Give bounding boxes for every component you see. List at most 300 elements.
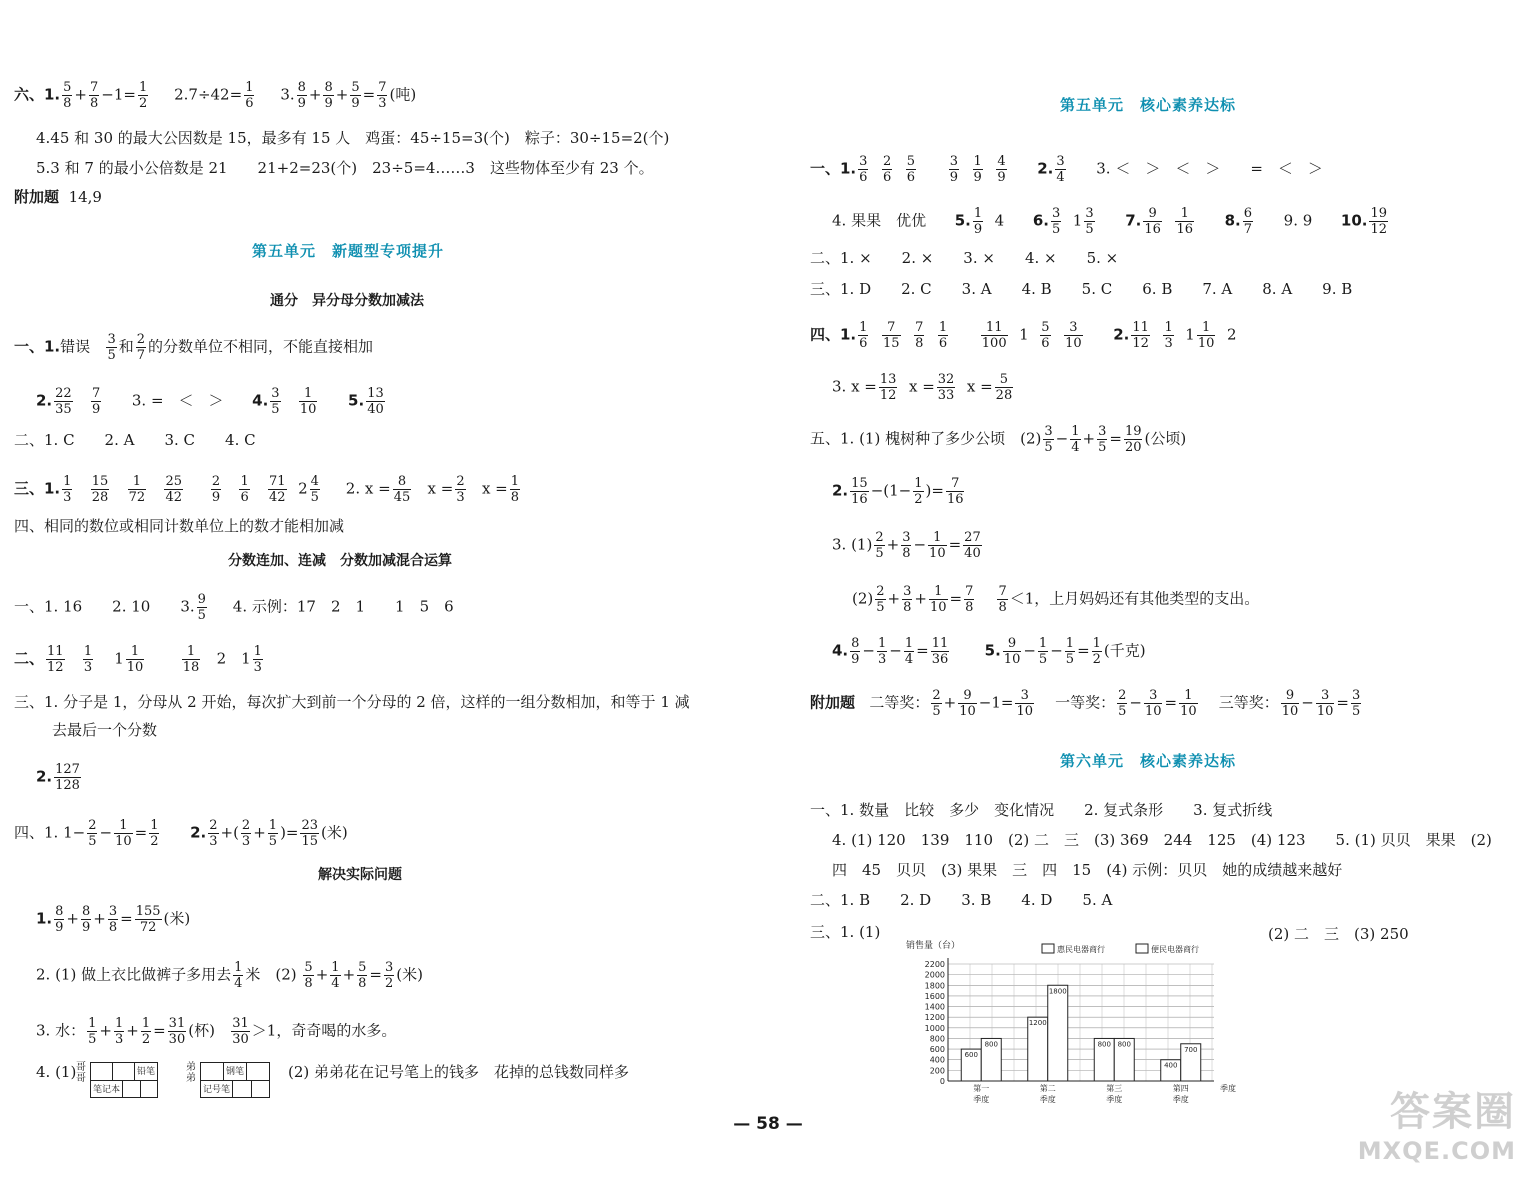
y-tick-label: 1800 bbox=[924, 981, 945, 991]
fraction bbox=[850, 476, 869, 507]
fraction bbox=[1015, 688, 1034, 719]
fraction-numerator: 1 bbox=[245, 80, 254, 95]
x-tick-label: 季度 bbox=[1106, 1095, 1123, 1104]
fraction bbox=[973, 206, 983, 237]
fraction-denominator: 10 bbox=[1281, 704, 1299, 719]
fraction-denominator: 45 bbox=[393, 490, 411, 505]
allocation-table-2: 钢笔 记号笔 bbox=[200, 1062, 270, 1098]
fraction-denominator: 40 bbox=[964, 546, 981, 561]
fraction-numerator: 1 bbox=[240, 474, 249, 489]
fraction-numerator: 1 bbox=[126, 644, 145, 660]
fraction-denominator: 10 bbox=[126, 660, 144, 675]
fraction-denominator: 15 bbox=[301, 834, 319, 849]
fraction-denominator: 16 bbox=[1176, 222, 1194, 237]
fraction-numerator: 1 bbox=[1175, 206, 1194, 222]
fraction-denominator: 12 bbox=[1370, 222, 1388, 237]
fraction bbox=[330, 960, 340, 991]
fraction-numerator: 155 bbox=[135, 904, 161, 919]
fraction bbox=[1084, 206, 1094, 237]
fraction bbox=[1179, 688, 1198, 719]
fraction-numerator: 3 bbox=[1056, 154, 1065, 169]
fraction bbox=[168, 1016, 187, 1047]
fraction bbox=[1124, 424, 1143, 455]
fraction-denominator: 3 bbox=[83, 660, 93, 675]
fraction-numerator: 2 bbox=[241, 818, 251, 833]
answer-6-5: 5.3 和 7 的最小公倍数是 21 21+2=23(个) 23÷5=4……3 这些物体至少有 23 个。 bbox=[36, 159, 654, 177]
page-number: — 58 — bbox=[733, 1114, 803, 1134]
fraction bbox=[1316, 688, 1335, 719]
fraction-denominator: 16 bbox=[946, 492, 964, 507]
fraction bbox=[1131, 320, 1150, 351]
fraction-numerator: 5 bbox=[351, 80, 360, 95]
y-tick-label: 400 bbox=[929, 1055, 945, 1065]
fraction-denominator: 3 bbox=[63, 490, 72, 505]
fraction bbox=[135, 904, 162, 935]
fraction bbox=[875, 584, 885, 615]
fraction-numerator: 31 bbox=[232, 1016, 249, 1031]
fraction-numerator: 4 bbox=[997, 154, 1006, 169]
fraction-numerator: 7 bbox=[378, 80, 387, 95]
fraction bbox=[1040, 320, 1050, 351]
fraction-denominator: 7 bbox=[136, 348, 146, 363]
fraction-denominator: 6 bbox=[1041, 336, 1050, 351]
fraction-numerator: 7 bbox=[882, 320, 901, 336]
fraction-numerator: 3 bbox=[1098, 424, 1107, 439]
x-tick-label: 季度 bbox=[973, 1095, 990, 1104]
fraction-numerator: 9 bbox=[1281, 688, 1300, 704]
fraction-numerator: 15 bbox=[91, 474, 109, 489]
fraction-numerator: 7 bbox=[998, 584, 1007, 599]
fraction-numerator: 2 bbox=[1118, 688, 1127, 703]
fraction-numerator: 9 bbox=[197, 592, 206, 607]
fraction-denominator: 16 bbox=[851, 492, 868, 507]
fraction bbox=[239, 474, 249, 505]
fraction bbox=[937, 372, 956, 403]
fraction-denominator: 5 bbox=[1065, 652, 1075, 667]
fraction-numerator: 3 bbox=[949, 154, 958, 169]
fraction-numerator: 8 bbox=[55, 904, 64, 919]
fraction bbox=[62, 474, 72, 505]
fraction-denominator: 9 bbox=[92, 402, 101, 417]
fraction-numerator: 1 bbox=[914, 476, 923, 491]
fraction-numerator: 3 bbox=[385, 960, 394, 975]
fraction bbox=[114, 1016, 124, 1047]
fraction-denominator: 4 bbox=[331, 976, 340, 991]
fraction-denominator: 8 bbox=[108, 920, 118, 935]
fraction-numerator: 11 bbox=[981, 320, 1008, 336]
fraction-denominator: 128 bbox=[55, 778, 80, 793]
y-tick-label: 0 bbox=[939, 1077, 945, 1086]
mixed-1-answers: 一、1. 16 2. 10 3. $\frac{9}{5}$ 4. 示例：17 2 1 1 5 6 bbox=[14, 592, 454, 623]
mixed-3-answer-a: 三、1. 分子是 1，分母从 2 开始，每次扩大到前一个分母的 2 倍，这样的一组分数相加，和等于 1 减 bbox=[14, 693, 690, 711]
fraction-numerator: 2 bbox=[875, 530, 884, 545]
bar-value-label: 800 bbox=[984, 1040, 998, 1049]
bar-value-label: 800 bbox=[1097, 1040, 1111, 1049]
fraction-denominator: 36 bbox=[931, 652, 949, 667]
fraction-denominator: 35 bbox=[55, 402, 72, 417]
fraction-numerator: 1 bbox=[128, 474, 147, 490]
mixed-2-answers: 二、 $\frac{11}{12}$ $\frac{1}{3}$ 1 $\frac{1}{10}$ $\frac{1}{18}$ 2 1 $\frac{1}{3}$ bbox=[14, 644, 262, 675]
fraction bbox=[233, 960, 243, 991]
fraction-denominator: 5 bbox=[107, 348, 116, 363]
fraction bbox=[1055, 154, 1065, 185]
fraction-denominator: 30 bbox=[168, 1032, 186, 1047]
fraction bbox=[297, 80, 307, 111]
fraction bbox=[902, 584, 912, 615]
fraction-numerator: 8 bbox=[851, 636, 860, 651]
sales-bar-chart bbox=[904, 936, 1264, 1106]
u6-1-5-cont: 四 45 贝贝 (3) 果果 三 四 15 (4) 示例：贝贝 她的成绩越来越好 bbox=[832, 861, 1343, 879]
fraction-denominator: 28 bbox=[91, 490, 109, 505]
fraction bbox=[879, 372, 898, 403]
fraction bbox=[299, 386, 318, 417]
s1-answer: 一、1.错误 $\frac{3}{5}$ 和 $\frac{2}{7}$ 的分数单位不相同，不能直接相加 bbox=[14, 332, 374, 363]
fraction-denominator: 3 bbox=[253, 660, 262, 675]
fraction-numerator: 31 bbox=[168, 1016, 186, 1031]
fraction-numerator: 22 bbox=[55, 386, 72, 401]
fraction bbox=[929, 584, 948, 615]
fraction-numerator: 1 bbox=[83, 644, 93, 659]
fraction bbox=[914, 320, 924, 351]
fraction-denominator: 5 bbox=[310, 490, 319, 505]
table1-side-label: 哥哥 bbox=[76, 1062, 86, 1084]
fraction bbox=[241, 818, 251, 849]
fraction bbox=[1070, 424, 1080, 455]
r-4-answers: 四、1. $\frac{1}{6}$ $\frac{7}{15}$ $\frac{7}{8}$ $\frac{1}{6}$ $\frac{11}{100}$ 1 $\frac{5}{6}$ $\frac{3}{10}$ 2. $\frac{11}{12}$ $\frac{1}{3}$ 1 $\frac{1}{10}$ 2 bbox=[810, 320, 1237, 351]
fraction-denominator: 9 bbox=[82, 920, 91, 935]
bonus-answer: 附加题 14,9 bbox=[14, 188, 102, 206]
fraction-denominator: 10 bbox=[959, 704, 976, 719]
fraction-denominator: 12 bbox=[47, 660, 64, 675]
fraction-denominator: 9 bbox=[973, 170, 982, 185]
fraction bbox=[931, 636, 950, 667]
fraction bbox=[1003, 636, 1022, 667]
fraction-numerator: 1 bbox=[1065, 636, 1075, 651]
fraction bbox=[1351, 688, 1361, 719]
fraction bbox=[958, 688, 977, 719]
bar-value-label: 1200 bbox=[1028, 1019, 1047, 1028]
fraction bbox=[1051, 206, 1061, 237]
fraction bbox=[1038, 636, 1048, 667]
fraction bbox=[1163, 320, 1173, 351]
fraction-numerator: 13 bbox=[367, 386, 384, 401]
fraction-denominator: 16 bbox=[1144, 222, 1161, 237]
fraction bbox=[973, 154, 983, 185]
fraction bbox=[182, 644, 201, 675]
fraction bbox=[208, 818, 218, 849]
fraction bbox=[906, 154, 916, 185]
fraction-denominator: 8 bbox=[63, 96, 72, 111]
fraction-numerator: 1 bbox=[88, 1016, 97, 1031]
fraction-numerator: 19 bbox=[1124, 424, 1142, 439]
fraction bbox=[268, 474, 287, 505]
fraction-denominator: 28 bbox=[995, 388, 1013, 403]
fraction-numerator: 1 bbox=[114, 818, 133, 834]
fraction bbox=[1369, 206, 1388, 237]
fraction-numerator: 1 bbox=[510, 474, 520, 489]
fraction-denominator: 2 bbox=[914, 492, 923, 507]
fraction-denominator: 5 bbox=[268, 834, 278, 849]
fraction bbox=[62, 80, 72, 111]
u6-1-4-5: 4. (1) 120 139 110 (2) 二 三 (3) 369 244 125 (4) 123 5. (1) 贝贝 果果 (2) bbox=[832, 831, 1492, 849]
s1-answer-2-5: 2. $\frac{22}{35}$ $\frac{7}{9}$ 3. = ＜ ＞ 4. $\frac{3}{5}$ $\frac{1}{10}$ 5. $\frac{13}{40}$ bbox=[36, 386, 384, 417]
fraction-denominator: 10 bbox=[929, 600, 947, 615]
x-tick-label: 第二 bbox=[1039, 1084, 1056, 1093]
fraction-numerator: 1 bbox=[150, 818, 159, 833]
mixed-3-answer-2: 2. $\frac{127}{128}$ bbox=[36, 762, 80, 793]
fraction bbox=[928, 530, 947, 561]
fraction-denominator: 6 bbox=[245, 96, 254, 111]
fraction bbox=[1097, 424, 1107, 455]
watermark-line1: 答案圈 bbox=[1390, 1089, 1516, 1135]
fraction-numerator: 5 bbox=[906, 154, 916, 169]
fraction-numerator: 3 bbox=[271, 386, 280, 401]
fraction-denominator: 30 bbox=[232, 1032, 249, 1047]
fraction-numerator: 1 bbox=[234, 960, 243, 975]
fraction-denominator: 20 bbox=[1124, 440, 1142, 455]
fraction-denominator: 5 bbox=[88, 1032, 97, 1047]
fraction-denominator: 5 bbox=[271, 402, 280, 417]
fraction-numerator: 7 bbox=[946, 476, 965, 492]
fraction bbox=[270, 386, 280, 417]
fraction bbox=[931, 688, 941, 719]
fraction-denominator: 5 bbox=[1038, 652, 1048, 667]
fraction-numerator: 2 bbox=[932, 688, 941, 703]
fraction-numerator: 1 bbox=[973, 206, 983, 221]
fraction-denominator: 3 bbox=[209, 834, 218, 849]
fraction-denominator: 10 bbox=[1180, 704, 1197, 719]
fraction bbox=[510, 474, 520, 505]
u6-3-2-3: (2) 二 三 (3) 250 bbox=[1268, 925, 1409, 943]
fraction-denominator: 10 bbox=[929, 546, 946, 561]
fraction bbox=[197, 592, 207, 623]
x-tick-label: 季度 bbox=[1039, 1095, 1056, 1104]
y-tick-label: 2200 bbox=[924, 960, 945, 969]
bar-value-label: 800 bbox=[1117, 1040, 1131, 1049]
fraction-denominator: 2 bbox=[150, 834, 159, 849]
fraction bbox=[128, 474, 147, 505]
fraction-denominator: 42 bbox=[269, 490, 286, 505]
fraction-numerator: 9 bbox=[1143, 206, 1162, 222]
practical-2: 2. (1) 做上衣比做裤子多用去 $\frac{1}{4}$ 米 (2) $\frac{5}{8}$ + $\frac{1}{4}$ + $\frac{5}{8}$ = $\frac{3}{2}$ (米) bbox=[36, 960, 423, 991]
fraction-numerator: 5 bbox=[63, 80, 72, 95]
fraction-denominator: 6 bbox=[906, 170, 916, 185]
fraction-denominator: 8 bbox=[304, 976, 313, 991]
fraction bbox=[268, 818, 278, 849]
fraction bbox=[1117, 688, 1127, 719]
fraction-numerator: 1 bbox=[928, 530, 947, 546]
r-bonus: 附加题 二等奖： $\frac{2}{5}$ + $\frac{9}{10}$ −1= $\frac{3}{10}$ 一等奖： $\frac{2}{5}$ − $\frac{3}{10}$ = $\frac{1}{10}$ 三等奖： $\frac{9}{10}$ − $\frac{3}{10}$ = $\frac{3}{5}$ bbox=[810, 688, 1361, 719]
fraction bbox=[87, 1016, 97, 1047]
fraction-denominator: 8 bbox=[902, 546, 911, 561]
s4-answer: 四、相同的数位或相同计数单位上的数才能相加减 bbox=[14, 517, 345, 535]
fraction-numerator: 2 bbox=[876, 584, 885, 599]
fraction-numerator: 1 bbox=[938, 320, 948, 335]
fraction-numerator: 2 bbox=[88, 818, 97, 833]
fraction bbox=[366, 386, 385, 417]
fraction-denominator: 2 bbox=[385, 976, 394, 991]
fraction-numerator: 5 bbox=[304, 960, 313, 975]
fraction-denominator: 6 bbox=[240, 490, 249, 505]
fraction-numerator: 2 bbox=[136, 332, 146, 347]
fraction-denominator: 10 bbox=[1016, 704, 1033, 719]
fraction bbox=[300, 818, 319, 849]
fraction-numerator: 3 bbox=[108, 904, 118, 919]
fraction-numerator: 6 bbox=[1243, 206, 1253, 221]
practical-1: 1. $\frac{8}{9}$ + $\frac{8}{9}$ + $\frac{3}{8}$ = $\frac{155}{72}$ (米) bbox=[36, 904, 191, 935]
fraction bbox=[455, 474, 465, 505]
legend-label: 便民电器商行 bbox=[1151, 945, 1199, 954]
fraction bbox=[949, 154, 959, 185]
r-5-4-5: 4. $\frac{8}{9}$ − $\frac{1}{3}$ − $\frac{1}{4}$ = $\frac{11}{36}$ 5. $\frac{9}{10}$ − $\frac{1}{5}$ − $\frac{1}{5}$ = $\frac{1}{2}$ (千克) bbox=[832, 636, 1146, 667]
fraction-denominator: 4 bbox=[904, 652, 914, 667]
fraction-denominator: 5 bbox=[1051, 222, 1061, 237]
fraction bbox=[1043, 424, 1053, 455]
practical-3: 3. 水： $\frac{1}{5}$ + $\frac{1}{3}$ + $\frac{1}{2}$ = $\frac{31}{30}$ (杯) $\frac{31}{30}$ ＞1，奇奇喝的水多。 bbox=[36, 1016, 397, 1047]
y-tick-label: 1600 bbox=[924, 991, 945, 1001]
fraction bbox=[1197, 320, 1216, 351]
fraction bbox=[377, 80, 387, 111]
fraction bbox=[89, 80, 99, 111]
fraction-numerator: 3 bbox=[1051, 206, 1061, 221]
fraction-numerator: 3 bbox=[107, 332, 116, 347]
fraction-numerator: 3 bbox=[1015, 688, 1034, 704]
fraction bbox=[946, 476, 965, 507]
legend-swatch bbox=[1042, 944, 1054, 953]
fraction bbox=[136, 332, 146, 363]
fraction-numerator: 1 bbox=[138, 80, 148, 95]
fraction-denominator: 12 bbox=[1132, 336, 1149, 351]
fraction bbox=[106, 332, 116, 363]
fraction-denominator: 8 bbox=[965, 600, 974, 615]
fraction-denominator: 7 bbox=[1243, 222, 1253, 237]
fraction-numerator: 1 bbox=[114, 1016, 124, 1031]
fraction-numerator: 13 bbox=[879, 372, 897, 387]
fraction bbox=[138, 80, 148, 111]
fraction-denominator: 6 bbox=[859, 336, 868, 351]
fraction-denominator: 15 bbox=[882, 336, 900, 351]
fraction-numerator: 3 bbox=[903, 584, 912, 599]
unit5-new-type-heading: 第五单元 新题型专项提升 bbox=[252, 242, 445, 260]
practical-4-part2: (2) 弟弟花在记号笔上的钱多 花掉的总钱数同样多 bbox=[288, 1063, 630, 1081]
fraction-denominator: 10 bbox=[1197, 336, 1215, 351]
fraction-denominator: 2 bbox=[1092, 652, 1101, 667]
fraction-numerator: 19 bbox=[1370, 206, 1388, 221]
fraction bbox=[904, 636, 914, 667]
fraction bbox=[323, 80, 333, 111]
fraction-denominator: 72 bbox=[139, 920, 157, 935]
fraction-denominator: 8 bbox=[90, 96, 99, 111]
fraction bbox=[850, 636, 860, 667]
fraction-denominator: 5 bbox=[88, 834, 97, 849]
fraction bbox=[108, 904, 118, 935]
fraction bbox=[981, 320, 1008, 351]
bar bbox=[1048, 985, 1068, 1081]
fraction bbox=[882, 154, 892, 185]
fraction-denominator: 18 bbox=[182, 660, 200, 675]
fraction-denominator: 3 bbox=[1164, 336, 1173, 351]
fraction-denominator: 8 bbox=[903, 600, 912, 615]
fraction-denominator: 72 bbox=[128, 490, 146, 505]
bar-value-label: 1800 bbox=[1048, 987, 1067, 996]
fraction-numerator: 7 bbox=[965, 584, 974, 599]
fraction-numerator: 1 bbox=[929, 584, 948, 600]
fraction-numerator: 2 bbox=[456, 474, 465, 489]
allocation-table-1: 铅笔 笔记本 bbox=[90, 1062, 158, 1098]
r-5-1: 五、1. (1) 槐树种了多少公顷 (2) $\frac{3}{5}$ − $\frac{1}{4}$ + $\frac{3}{5}$ = $\frac{19}{20}$ (公顷) bbox=[810, 424, 1187, 455]
r-5-3-2: (2) $\frac{2}{5}$ + $\frac{3}{8}$ + $\frac{1}{10}$ = $\frac{7}{8}$ $\frac{7}{8}$ ＜1，上月妈妈还有其他类型的支出。 bbox=[852, 584, 1260, 615]
fraction-denominator: 9 bbox=[324, 96, 333, 111]
fraction-denominator: 5 bbox=[1044, 440, 1053, 455]
fraction-denominator: 2 bbox=[138, 96, 148, 111]
fraction-denominator: 9 bbox=[949, 170, 958, 185]
fraction-numerator: 1 bbox=[299, 386, 318, 402]
fraction-numerator: 9 bbox=[958, 688, 977, 704]
fraction-denominator: 3 bbox=[378, 96, 387, 111]
fraction-numerator: 11 bbox=[1132, 320, 1149, 335]
fraction-numerator: 3 bbox=[902, 530, 911, 545]
fraction bbox=[114, 818, 133, 849]
fraction bbox=[996, 154, 1006, 185]
fraction-denominator: 8 bbox=[915, 336, 924, 351]
subheading-practical-problems: 解决实际问题 bbox=[318, 867, 402, 883]
fraction bbox=[211, 474, 221, 505]
fraction bbox=[1065, 636, 1075, 667]
x-tick-label: 第一 bbox=[973, 1084, 990, 1093]
fraction-denominator: 10 bbox=[115, 834, 132, 849]
fraction-denominator: 9 bbox=[997, 170, 1006, 185]
fraction bbox=[964, 584, 974, 615]
fraction bbox=[995, 372, 1014, 403]
fraction-denominator: 33 bbox=[937, 388, 955, 403]
fraction-denominator: 5 bbox=[932, 704, 941, 719]
y-tick-label: 600 bbox=[929, 1045, 945, 1055]
r-3-answers: 三、1. D 2. C 3. A 4. B 5. C 6. B 7. A 8. A 9. B bbox=[810, 280, 1353, 298]
fraction bbox=[81, 904, 91, 935]
fraction-numerator: 23 bbox=[301, 818, 319, 833]
fraction bbox=[997, 584, 1007, 615]
subheading-common-denominator: 通分 异分母分数加减法 bbox=[270, 293, 424, 309]
fraction-denominator: 9 bbox=[851, 652, 860, 667]
fraction bbox=[91, 474, 110, 505]
fraction-numerator: 1 bbox=[331, 960, 340, 975]
legend-label: 惠民电器商行 bbox=[1057, 945, 1105, 954]
fraction bbox=[874, 530, 884, 561]
fraction bbox=[350, 80, 360, 111]
r-5-2: 2. $\frac{15}{16}$ −(1− $\frac{1}{2}$ )= $\frac{7}{16}$ bbox=[832, 476, 964, 507]
fraction bbox=[1092, 636, 1102, 667]
fraction bbox=[54, 904, 64, 935]
s2-answers: 二、1. C 2. A 3. C 4. C bbox=[14, 431, 256, 449]
fraction bbox=[1143, 206, 1162, 237]
fraction-numerator: 11 bbox=[931, 636, 949, 651]
fraction-numerator: 2 bbox=[209, 818, 218, 833]
fraction bbox=[54, 762, 81, 793]
fraction bbox=[393, 474, 412, 505]
fraction bbox=[882, 320, 901, 351]
fraction bbox=[244, 80, 254, 111]
fraction-numerator: 5 bbox=[1041, 320, 1050, 335]
y-tick-label: 200 bbox=[929, 1066, 945, 1076]
fraction-denominator: 3 bbox=[878, 652, 887, 667]
fraction bbox=[1281, 688, 1300, 719]
fraction-numerator: 1 bbox=[1071, 424, 1080, 439]
r-2-answers: 二、1. × 2. × 3. × 4. × 5. × bbox=[810, 249, 1119, 267]
fraction bbox=[858, 154, 868, 185]
fraction-denominator: 5 bbox=[1098, 440, 1107, 455]
u6-3-1: 三、1. (1) bbox=[810, 923, 881, 941]
fraction-denominator: 3 bbox=[241, 834, 251, 849]
